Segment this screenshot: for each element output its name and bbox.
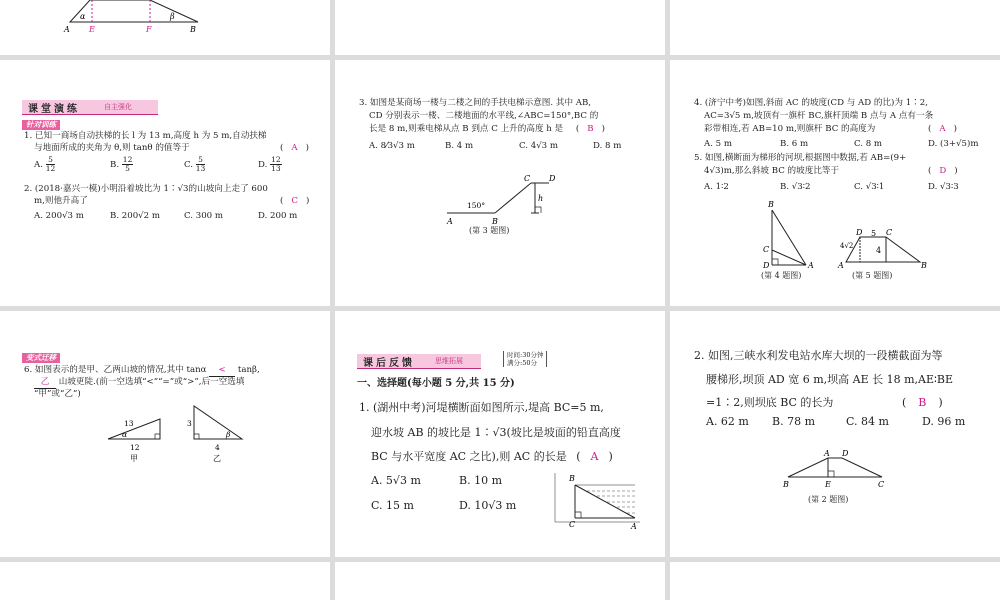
label-alpha: α [80, 12, 86, 21]
q1-answer: A [291, 143, 298, 153]
fig4-label-C: C [763, 245, 770, 254]
q2-option-a: A. 200√3 m [34, 211, 84, 221]
fig4-label-D: D [763, 261, 770, 270]
label-A: A [447, 217, 453, 226]
q3-line3-text: 长是 8 m,则乘电梯从点 B 到点 C 上升的高度 h 是 [369, 124, 564, 134]
q2-option-b: B. 200√2 m [110, 211, 161, 221]
fig5-label-C: C [886, 228, 893, 237]
levee-label-A: A [631, 522, 637, 531]
section-title: 课堂演练 [28, 104, 80, 115]
fig5-label-A: A [838, 261, 844, 270]
label-h: h [538, 194, 544, 203]
label-A: A [64, 25, 70, 34]
q1-option-b: B. 10 m [459, 474, 503, 487]
panel-variant-transfer [0, 311, 330, 557]
time-limit: 时间:30分钟 [507, 351, 544, 359]
label-B: B [190, 25, 196, 34]
dam-label-A: A [824, 449, 830, 458]
q5-option-a: A. 1∶2 [704, 182, 729, 192]
q2-text-line1: 2. 如图,三峡水利发电站水库大坝的一段横截面为等 [694, 349, 943, 362]
q1-text-line1: 1. (湖州中考)河堤横断面如图所示,堤高 BC=5 m, [359, 401, 604, 414]
fig6-label-jia: 甲 [130, 454, 138, 463]
q4-text-line2: AC=3√5 m,坡顶有一旗杆 BC,旗杆顶端 B 点与 A 点有一条 [704, 111, 934, 121]
q5-text-line1: 5. 如图,横断面为梯形的河坝,根据图中数据,若 AB=(9+ [694, 153, 907, 163]
fig4-label-B: B [768, 200, 774, 209]
q1-text-line3: BC 与水平宽度 AC 之比),则 AC 的长是 ( A ) [371, 450, 613, 463]
q2-answer: B [918, 396, 927, 409]
figure-q2-dam [670, 311, 1000, 557]
q4-option-d: D. (3+√5)m [928, 139, 979, 149]
fig5-label-D: D [856, 228, 863, 237]
q1-text-line1: 1. 已知一商场自动扶梯的长 l 为 13 m,高度 h 为 5 m,自动扶梯 [24, 131, 267, 141]
q1-option-b: B. $\frac{12}{5}$ [110, 155, 133, 173]
fig6-label-4: 4 [215, 443, 220, 452]
fig6-label-13: 13 [124, 419, 134, 428]
q2-option-d: D. 96 m [922, 415, 966, 428]
q1-option-a: A. $\frac{5}{12}$ [34, 155, 56, 173]
q1-text-line2: 与地面所成的夹角为 θ,则 tanθ 的值等于 ( A ) [34, 143, 309, 153]
q2-line3-text: =1∶2,则坝底 BC 的长为 [706, 396, 834, 409]
q6-line1-end: tanβ, [237, 365, 260, 375]
q4-option-a: A. 5 m [704, 139, 733, 149]
label-150deg: 150° [467, 201, 486, 210]
q2-text-line1: 2. (2018·嘉兴一模)小明沿着坡比为 1∶√3的山坡向上走了 600 [24, 184, 268, 194]
q4-option-b: B. 6 m [780, 139, 809, 149]
figure-q6-slopes [0, 311, 330, 557]
panel-classroom-practice [0, 60, 330, 306]
q5-option-d: D. √3∶3 [928, 182, 959, 192]
panel-top-middle [335, 0, 665, 55]
q1-option-a: A. 5√3 m [371, 474, 421, 487]
fig5-label-5: 5 [871, 229, 877, 238]
q4-line3-text: 彩带相连,若 AB=10 m,则旗杆 BC 的高度为 [704, 124, 876, 134]
panel-top-right [670, 0, 1000, 55]
panel-slope-questions [670, 60, 1000, 306]
choice-section-title: 一、选择题(每小题 5 分,共 15 分) [357, 378, 515, 389]
q2-option-c: C. 84 m [846, 415, 889, 428]
section-banner [22, 100, 158, 115]
fig5-label-4: 4 [876, 246, 882, 255]
q6-blank2: 乙 [34, 376, 56, 389]
figure-caption-q2: (第 2 题图) [808, 495, 849, 504]
q4-option-c: C. 8 m [854, 139, 883, 149]
q2-option-a: A. 62 m [706, 415, 749, 428]
figure-q3-escalator [335, 60, 665, 306]
fig4-label-A: A [808, 261, 814, 270]
q2-text-line3: =1∶2,则坝底 BC 的长为 ( B ) [706, 396, 943, 409]
fig6-label-alpha: α [122, 430, 128, 439]
q5-line2-text: 4√3)m,那么斜坡 BC 的坡度比等于 [704, 166, 840, 176]
q1-option-c: C. $\frac{5}{13}$ [184, 155, 206, 173]
label-D: D [549, 174, 556, 183]
label-F: F [146, 25, 152, 34]
q3-answer: B [587, 124, 594, 134]
section-title-after-class: 课后反馈 [363, 358, 415, 369]
q3-option-c: C. 4√3 m [519, 141, 559, 151]
panel-escalator-question [335, 60, 665, 306]
section-subtitle: 自主强化 [104, 103, 132, 111]
fig5-label-B: B [921, 261, 927, 270]
figure-caption-q3: (第 3 题图) [469, 226, 510, 235]
dam-label-D: D [842, 449, 849, 458]
levee-label-C: C [569, 520, 576, 529]
q1-line2-text: 与地面所成的夹角为 θ,则 tanθ 的值等于 [34, 143, 190, 153]
variant-transfer-tag: 变式迁移 [22, 353, 60, 363]
q2-text-line2: m,则他升高了 ( C ) [34, 196, 310, 206]
figure-caption-q4: (第 4 题图) [761, 271, 802, 280]
figure-q5 [670, 60, 1000, 306]
q4-text-line1: 4. (济宁中考)如图,斜面 AC 的坡度(CD 与 AD 的比)为 1∶2, [694, 98, 928, 108]
q2-text-line2: 腰梯形,坝顶 AD 宽 6 m,坝高 AE 长 18 m,AE∶BE [706, 373, 954, 386]
q2-option-b: B. 78 m [772, 415, 816, 428]
levee-label-B: B [569, 474, 575, 483]
dam-label-B: B [783, 480, 789, 489]
q3-text-line2: CD 分别表示一楼、二楼地面的水平线,∠ABC=150°,BC 的 [369, 111, 599, 121]
fig6-label-beta: β [226, 430, 231, 439]
q6-line1-text: 6. 如图表示的是甲、乙两山坡的情况,其中 tanα [24, 365, 207, 375]
q3-option-b: B. 4 m [445, 141, 474, 151]
q3-text-line3: 长是 8 m,则乘电梯从点 B 到点 C 上升的高度 h 是 ( B ) [369, 124, 605, 134]
figure-caption-q5: (第 5 题图) [852, 271, 893, 280]
q1-option-d: D. 10√3 m [459, 499, 517, 512]
q5-text-line2: 4√3)m,那么斜坡 BC 的坡度比等于 ( D ) [704, 166, 958, 176]
fig5-label-4root2: 4√2 [840, 242, 854, 250]
q2-option-c: C. 300 m [184, 211, 224, 221]
q2-answer: C [291, 196, 298, 206]
fig6-label-3: 3 [187, 419, 192, 428]
fig6-label-yi: 乙 [213, 454, 221, 463]
panel-bottom-left [0, 562, 330, 600]
figure-q1-levee [335, 311, 665, 557]
q5-option-c: C. √3∶1 [854, 182, 885, 192]
dam-label-C: C [878, 480, 885, 489]
q3-text-line1: 3. 如图是某商场一楼与二楼之间的手扶电梯示意图. 其中 AB, [359, 98, 592, 108]
panel-bottom-middle [335, 562, 665, 600]
q4-answer: A [939, 124, 946, 134]
panel-bottom-right [670, 562, 1000, 600]
q1-line3-text: BC 与水平宽度 AC 之比),则 AC 的长是 [371, 450, 567, 463]
q1-option-c: C. 15 m [371, 499, 414, 512]
section-subtitle-after-class: 思维拓展 [435, 357, 463, 365]
figure-top-left [0, 0, 330, 55]
label-C: C [524, 174, 531, 183]
panel-top-left [0, 0, 330, 55]
q5-answer: D [939, 166, 947, 176]
targeted-training-tag: 针对训练 [22, 120, 60, 130]
q2-option-d: D. 200 m [258, 211, 298, 221]
full-score: 满分:50分 [507, 359, 537, 367]
fig6-label-12: 12 [130, 443, 140, 452]
panel-after-class [335, 311, 665, 557]
q6-text-line3: “甲”或“乙”) [34, 389, 81, 399]
panel-dam-question [670, 311, 1000, 557]
q6-line2-text: 山坡更陡.(前一空选填“<”“=”或“>”,后一空选填 [58, 377, 245, 387]
q4-text-line3: 彩带相连,若 AB=10 m,则旗杆 BC 的高度为 ( A ) [704, 124, 957, 134]
q1-answer: A [590, 450, 599, 463]
q2-line2-text: m,则他升高了 [34, 196, 88, 206]
q6-blank1: < [209, 364, 235, 377]
label-beta: β [170, 12, 175, 21]
label-E: E [89, 25, 95, 34]
q1-text-line2: 迎水坡 AB 的坡比是 1∶√3(坡比是坡面的铅直高度 [371, 426, 621, 439]
label-B: B [492, 217, 498, 226]
dam-label-E: E [825, 480, 831, 489]
q5-option-b: B. √3∶2 [780, 182, 811, 192]
q3-option-d: D. 8 m [593, 141, 622, 151]
q3-option-a: A. 8⁄3√3 m [369, 141, 415, 151]
q1-option-d: D. $\frac{12}{13}$ [258, 155, 281, 173]
